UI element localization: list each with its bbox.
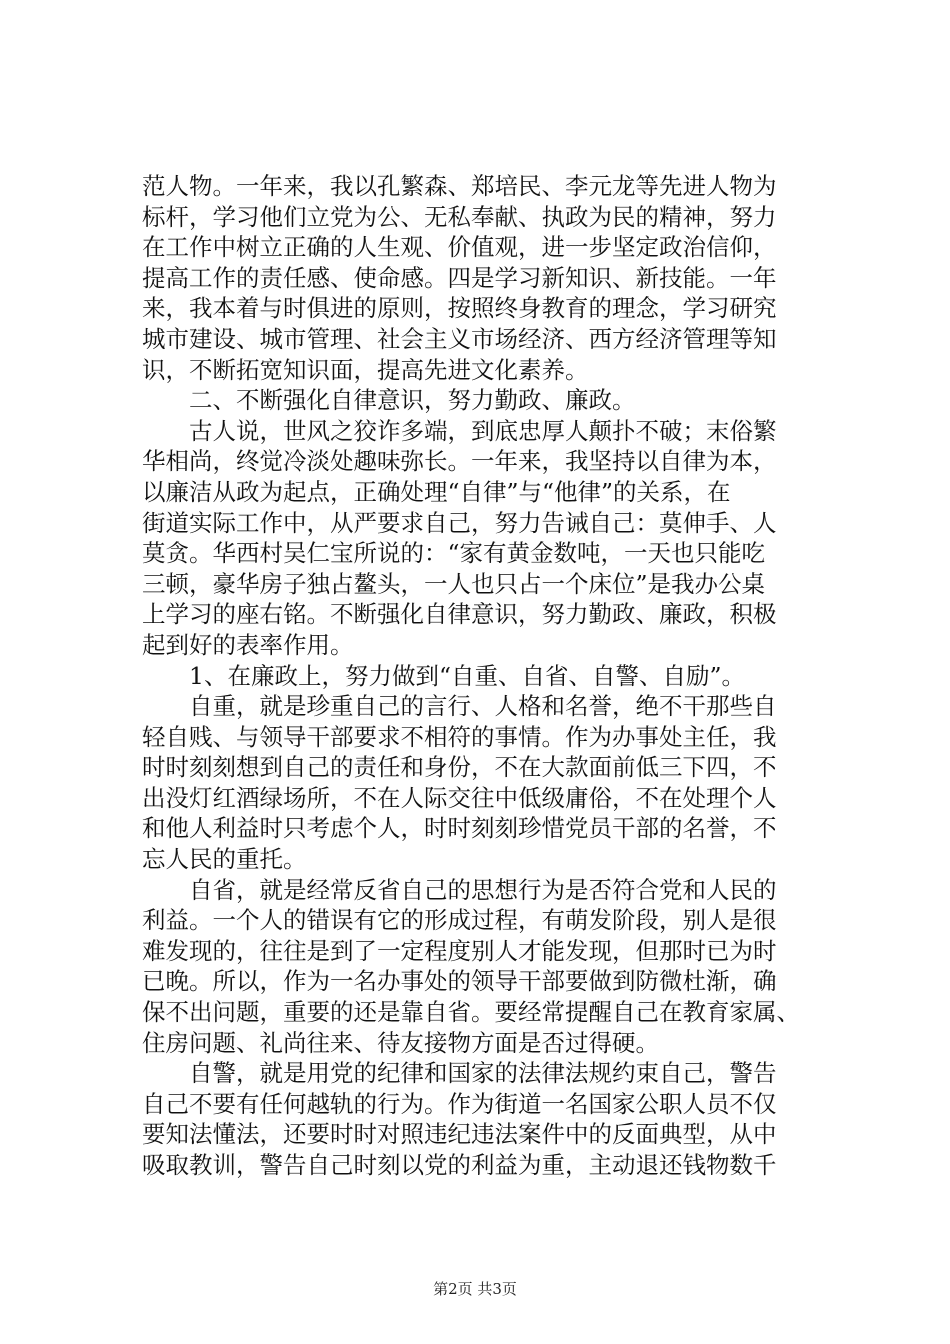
text-line: 标杆，学习他们立党为公、无私奉献、执政为民的精神，努力 <box>142 202 777 231</box>
text-line: 时时刻刻想到自己的责任和身份，不在大款面前低三下四，不 <box>142 753 777 782</box>
text-line: 难发现的，往往是到了一定程度别人才能发现，但那时已为时 <box>142 936 777 965</box>
text-line: 提高工作的责任感、使命感。四是学习新知识、新技能。一年 <box>142 263 777 292</box>
text-line: 识，不断拓宽知识面，提高先进文化素养。 <box>142 355 589 384</box>
text-line: 利益。一个人的错误有它的形成过程，有萌发阶段，别人是很 <box>142 906 777 935</box>
page-footer: 第2页 共3页 <box>433 1280 517 1298</box>
text-line: 街道实际工作中，从严要求自己，努力告诫自己：莫伸手、人 <box>142 508 777 537</box>
document-body <box>142 171 842 1181</box>
text-line: 轻自贱、与领导干部要求不相符的事情。作为办事处主任，我 <box>142 722 777 751</box>
text-line: 莫贪。华西村吴仁宝所说的：“家有黄金数吨，一天也只能吃 <box>142 539 766 568</box>
text-line: 出没灯红酒绿场所，不在人际交往中低级庸俗，不在处理个人 <box>142 783 777 812</box>
text-line: 三顿，豪华房子独占鳌头，一人也只占一个床位”是我办公桌 <box>142 569 766 598</box>
text-line: 古人说，世风之狡诈多端，到底忠厚人颠扑不破；末俗繁 <box>189 416 777 445</box>
text-line: 起到好的表率作用。 <box>142 630 354 659</box>
text-line: 住房问题、礼尚往来、待友接物方面是否过得硬。 <box>142 1028 659 1057</box>
text-line: 和他人利益时只考虑个人，时时刻刻珍惜党员干部的名誉，不 <box>142 814 777 843</box>
text-line: 吸取教训，警告自己时刻以党的利益为重，主动退还钱物数千 <box>142 1151 777 1179</box>
subsection-heading: 1、在廉政上，努力做到“自重、自省、自警、自励”。 <box>189 661 745 690</box>
text-line: 来，我本着与时俱进的原则，按照终身教育的理念，学习研究 <box>142 294 777 323</box>
text-line: 在工作中树立正确的人生观、价值观，进一步坚定政治信仰， <box>142 233 777 262</box>
text-line: 上学习的座右铭。不断强化自律意识，努力勤政、廉政，积极 <box>142 600 777 629</box>
text-line: 自重，就是珍重自己的言行、人格和名誉，绝不干那些自 <box>189 692 777 721</box>
text-line: 要知法懂法，还要时时对照违纪违法案件中的反面典型，从中 <box>142 1120 777 1149</box>
text-line: 保不出问题，重要的还是靠自省。要经常提醒自己在教育家属、 <box>142 998 800 1027</box>
text-line: 自警，就是用党的纪律和国家的法律法规约束自己，警告 <box>189 1059 777 1088</box>
text-line: 城市建设、城市管理、社会主义市场经济、西方经济管理等知 <box>142 324 777 353</box>
text-line: 华相尚，终觉冷淡处趣味弥长。一年来，我坚持以自律为本， <box>142 447 777 476</box>
text-line: 忘人民的重托。 <box>142 845 307 874</box>
text-line: 已晚。所以，作为一名办事处的领导干部要做到防微杜渐，确 <box>142 967 777 996</box>
text-line: 自己不要有任何越轨的行为。作为街道一名国家公职人员不仅 <box>142 1089 777 1118</box>
section-heading: 二、不断强化自律意识，努力勤政、廉政。 <box>189 386 636 415</box>
text-line: 自省，就是经常反省自己的思想行为是否符合党和人民的 <box>189 875 777 904</box>
text-line: 范人物。一年来，我以孔繁森、郑培民、李元龙等先进人物为 <box>142 172 777 200</box>
text-line: 以廉洁从政为起点，正确处理“自律”与“他律”的关系，在 <box>142 477 731 506</box>
